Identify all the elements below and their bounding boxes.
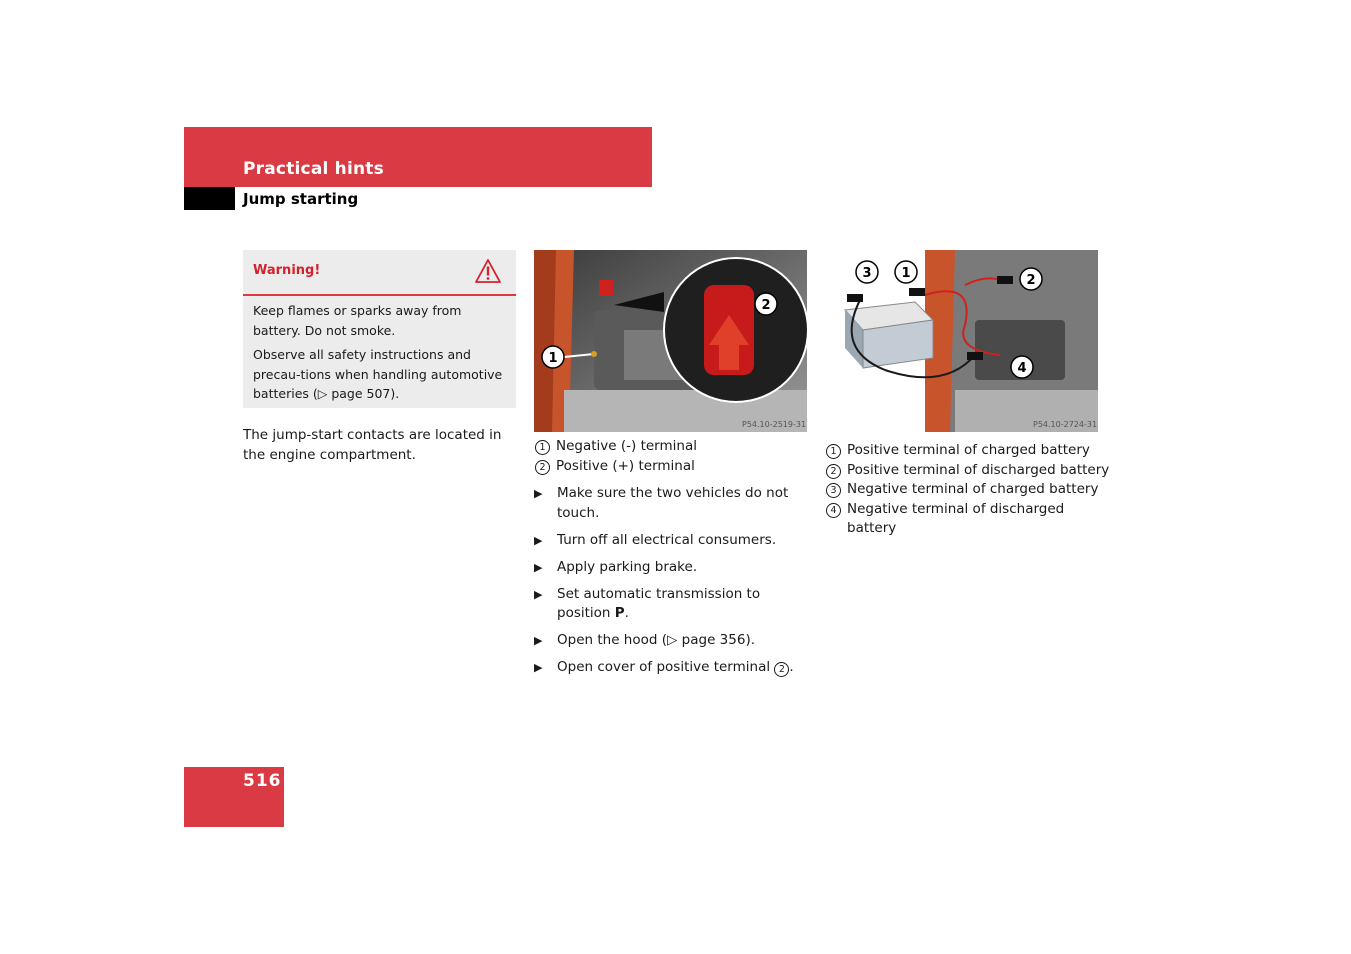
page-title: Jump starting bbox=[243, 190, 359, 208]
legend-text: Positive terminal of charged battery bbox=[847, 442, 1090, 458]
arrow-icon: ▶ bbox=[534, 487, 543, 500]
warning-text-2: Observe all safety instructions and precau-tions when handling automotive batteries (▷ page 507). bbox=[253, 347, 503, 401]
step-text: Apply parking brake. bbox=[557, 558, 698, 575]
legend-number: 1 bbox=[826, 444, 841, 459]
legend-item bbox=[534, 457, 809, 477]
step-text-tail: . bbox=[624, 605, 629, 621]
svg-text:4: 4 bbox=[1017, 361, 1027, 376]
step-item bbox=[534, 484, 809, 523]
arrow-icon: ▶ bbox=[534, 634, 543, 647]
legend-item bbox=[825, 441, 1110, 461]
figure-code: P54.10-2519-31 bbox=[742, 420, 807, 429]
arrow-icon: ▶ bbox=[534, 533, 543, 547]
gear-position: P bbox=[614, 605, 625, 621]
instruction-steps bbox=[534, 484, 809, 685]
jumper-cable-figure bbox=[825, 250, 1098, 432]
legend-item bbox=[825, 480, 1110, 500]
step-item bbox=[534, 631, 809, 651]
page-number: 516 bbox=[243, 771, 282, 791]
warning-triangle-icon bbox=[474, 258, 502, 284]
legend-item bbox=[825, 500, 1077, 539]
step-text: Turn off all electrical consumers. bbox=[557, 531, 777, 548]
legend-item bbox=[825, 461, 1110, 481]
arrow-icon: ▶ bbox=[534, 560, 543, 574]
legend-number: 2 bbox=[535, 460, 550, 475]
figure2-legend bbox=[825, 441, 1110, 539]
warning-text-1: Keep flames or sparks away from battery. Do not smoke. bbox=[253, 303, 462, 338]
step-item bbox=[534, 658, 809, 678]
warning-body bbox=[243, 296, 516, 404]
warning-box bbox=[243, 250, 516, 408]
jumper-cable-illustration bbox=[825, 250, 1098, 432]
legend-number: 3 bbox=[826, 483, 841, 498]
engine-compartment-figure bbox=[534, 250, 807, 432]
step-item bbox=[534, 585, 809, 624]
step-text: Set automatic transmission to position bbox=[557, 585, 761, 621]
step-text: Make sure the two vehicles do not touch. bbox=[557, 485, 789, 521]
step-item bbox=[534, 558, 809, 578]
svg-text:1: 1 bbox=[901, 266, 911, 281]
arrow-icon: ▶ bbox=[534, 661, 543, 674]
svg-text:1: 1 bbox=[548, 351, 558, 366]
legend-text: Positive terminal of discharged battery bbox=[847, 461, 1110, 478]
svg-text:3: 3 bbox=[862, 266, 872, 281]
legend-text: Positive (+) terminal bbox=[556, 457, 695, 474]
step-item bbox=[534, 531, 809, 551]
step-text-tail: . bbox=[789, 659, 794, 675]
arrow-icon: ▶ bbox=[534, 587, 543, 601]
section-title: Practical hints bbox=[243, 159, 384, 179]
step-text: Open cover of positive terminal bbox=[557, 659, 775, 675]
legend-number: 4 bbox=[826, 503, 841, 518]
figure1-legend bbox=[534, 437, 809, 476]
legend-text: Negative (-) terminal bbox=[556, 438, 697, 454]
step-text: Open the hood (▷ page 356). bbox=[557, 632, 756, 648]
legend-text: Negative terminal of charged battery bbox=[847, 481, 1099, 497]
section-tab-marker bbox=[184, 187, 235, 210]
figure-code: P54.10-2724-31 bbox=[1033, 420, 1098, 429]
legend-number: 1 bbox=[535, 440, 550, 455]
legend-item bbox=[534, 437, 809, 457]
svg-text:2: 2 bbox=[761, 298, 771, 313]
svg-text:2: 2 bbox=[1026, 273, 1036, 288]
engine-compartment-illustration bbox=[534, 250, 807, 432]
legend-number: 2 bbox=[826, 464, 841, 479]
inline-number: 2 bbox=[774, 662, 789, 677]
legend-text: Negative terminal of discharged battery bbox=[847, 500, 1065, 536]
warning-label: Warning! bbox=[253, 263, 321, 278]
warning-header bbox=[243, 250, 516, 296]
intro-text: The jump-start contacts are located in the engine compartment. bbox=[243, 427, 502, 463]
